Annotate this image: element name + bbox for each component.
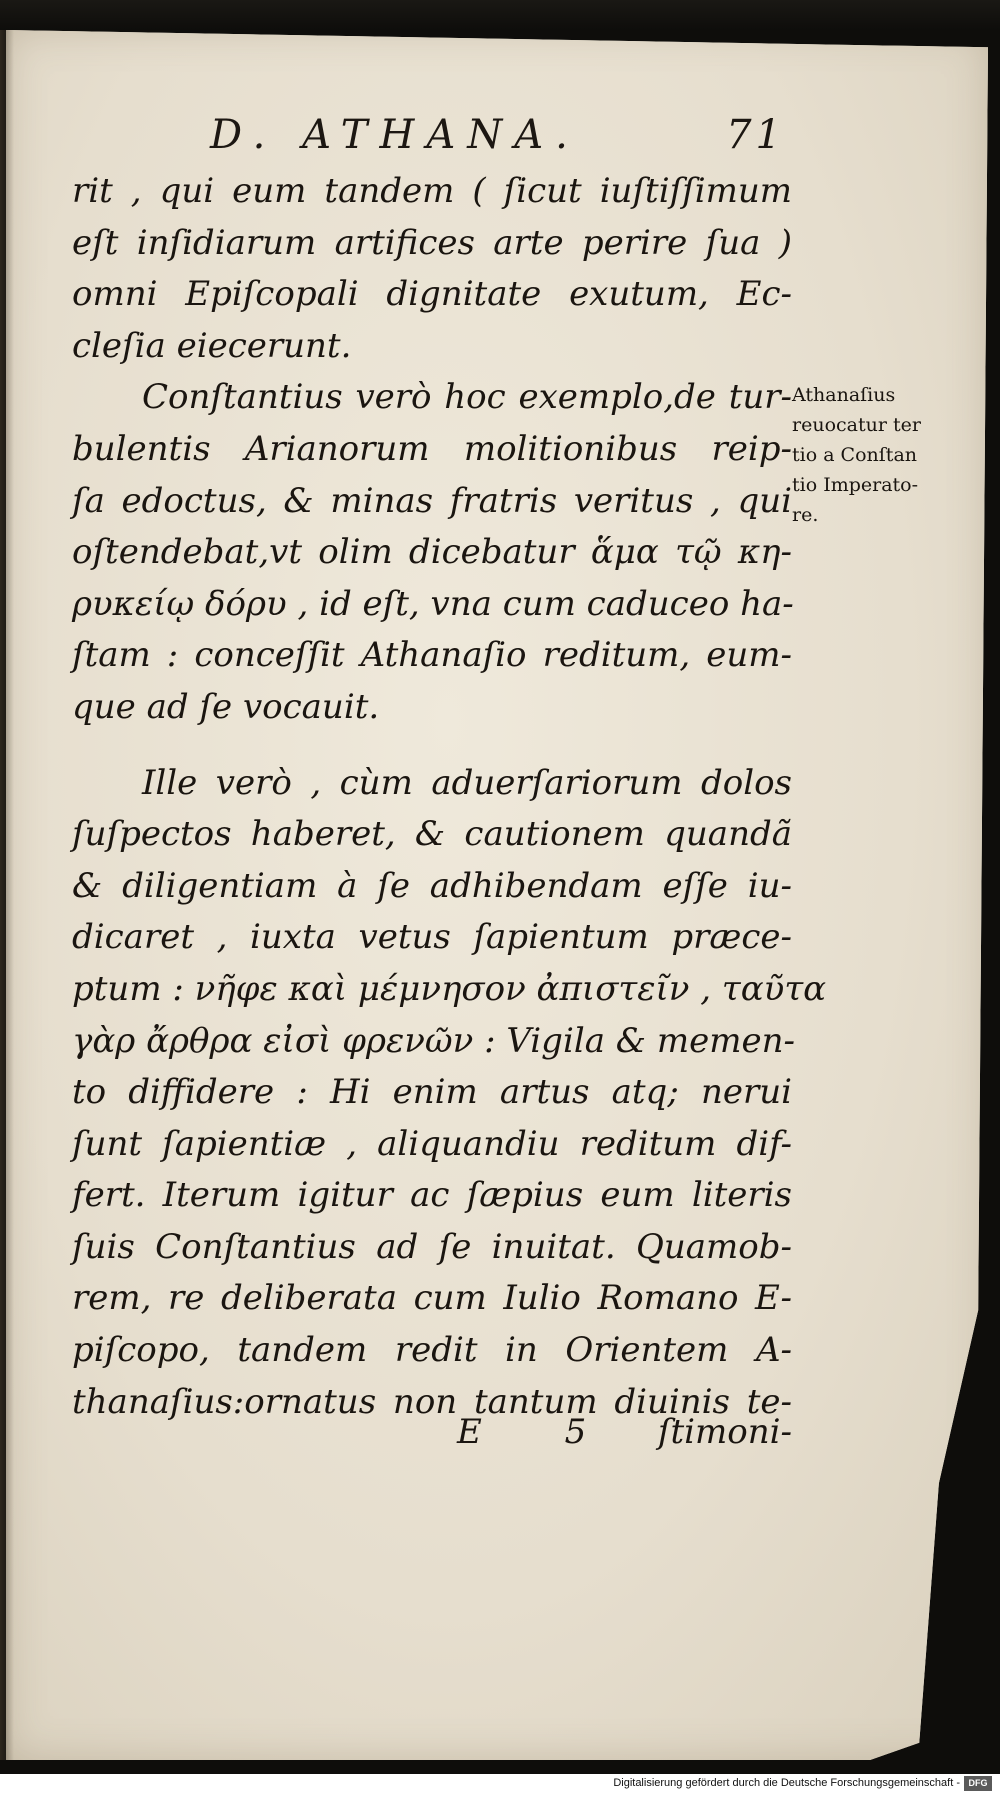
running-head [210, 112, 785, 168]
text-line: omni Epiſcopali dignitate exutum, Ec- [72, 274, 792, 315]
marginal-note-line: tio a Conſtan [792, 444, 918, 466]
scan-background-top [0, 0, 1000, 30]
text-line: to diffidere : Hi enim artus atq; nerui [72, 1072, 792, 1113]
text-line: rem, re deliberata cum Iulio Romano E- [72, 1278, 792, 1319]
text-line: eſt inſidiarum artifices arte perire ſua ) [72, 222, 792, 263]
dfg-logo-icon: DFG [964, 1776, 992, 1791]
text-line: Ille verò , cùm aduerſariorum dolos [142, 762, 792, 803]
text-line: oſtendebat,vt olim dicebatur ἅμα τῷ κη- [72, 532, 792, 573]
signature-mark: E 5 [457, 1412, 623, 1452]
text-line: cleſia eiecerunt. [72, 325, 352, 366]
paragraph-gap [72, 734, 792, 758]
marginal-note-line: Athanaſius [792, 384, 896, 406]
text-line: ſtam : conceſſit Athanaſio reditum, eum- [72, 635, 792, 676]
text-line: dicaret , iuxta vetus ſapientum præce- [72, 917, 792, 958]
text-line: ſa edoctus, & minas fratris veritus , qui [72, 480, 792, 521]
text-line: rit , qui eum tandem ( ſicut iuſtiſſimum [72, 171, 792, 211]
marginal-note-line: tio Imperato- [792, 474, 919, 496]
marginal-note-line: re. [792, 504, 819, 526]
text-line: que ad ſe vocauit. [72, 686, 380, 727]
text-line: ſuſpectos haberet, & cautionem quandã [72, 814, 792, 855]
text-line: bulentis Arianorum molitionibus reip- [72, 428, 792, 469]
funding-credit: Digitalisierung gefördert durch die Deutsche Forschungsgemeinschaft - [613, 1777, 960, 1789]
text-line: ρυκείῳ δόρυ , id eſt, vna cum caduceo ha- [72, 583, 794, 624]
main-text-block [72, 166, 827, 1428]
text-line: ptum : νῆφε καὶ μέμνησον ἀπιστεῖν , ταῦτα [72, 968, 827, 1009]
marginal-note-line: reuocatur ter [792, 414, 921, 436]
catchword: ſtimoni- [657, 1412, 792, 1452]
text-line: Conſtantius verò hoc exemplo,de tur- [142, 377, 792, 418]
gutter-shadow [0, 30, 14, 1760]
marginal-note [792, 380, 972, 530]
text-line: thanaſius:ornatus non tantum diuinis te- [72, 1381, 792, 1422]
page-number: 71 [726, 112, 785, 158]
running-head-title: D. ATHANA. [210, 112, 580, 158]
text-line: ſuis Conſtantius ad ſe inuitat. Quamob- [72, 1226, 792, 1267]
signature-line [72, 1412, 792, 1464]
text-line: piſcopo, tandem redit in Orientem A- [72, 1330, 792, 1371]
text-line: γὰρ ἄρθρα εἰσὶ φρενῶν : Vigila & memen- [72, 1020, 795, 1061]
text-line: fert. Iterum igitur ac ſæpius eum literis [72, 1175, 792, 1216]
text-line: & diligentiam à ſe adhibendam eſſe iu- [72, 865, 792, 906]
text-line: ſunt ſapientiæ , aliquandiu reditum dif- [72, 1123, 792, 1164]
